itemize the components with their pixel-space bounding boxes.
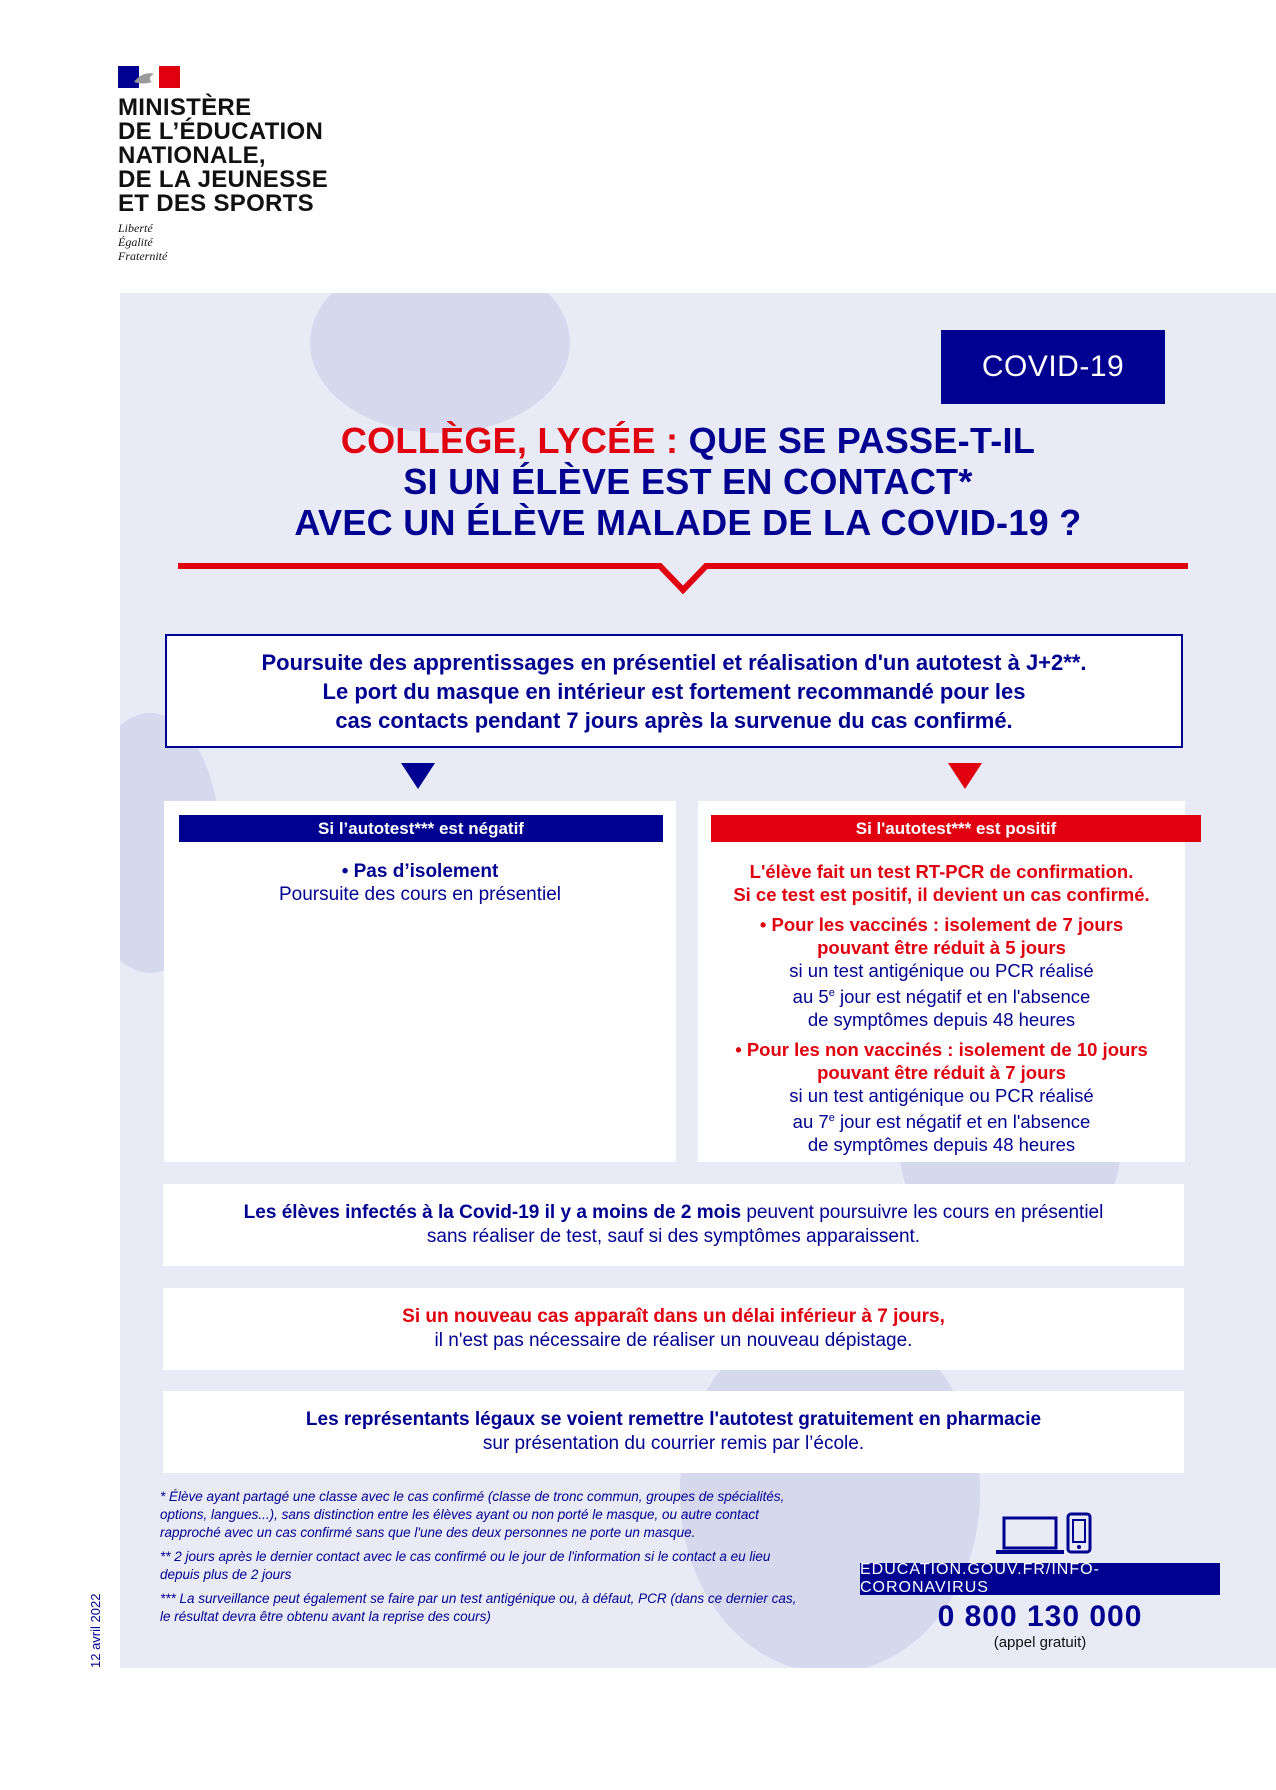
footnotes: [160, 1488, 810, 1632]
virus-decoration-icon: [310, 293, 570, 433]
smartphone-icon: [1066, 1512, 1092, 1554]
page-title: COLLÈGE, LYCÉE : QUE SE PASSE-T-IL SI UN ÉLÈVE EST EN CONTACT* AVEC UN ÉLÈVE MALADE DE LA COVID-19 ?: [294, 420, 1082, 543]
phone-number[interactable]: 0 800 130 000: [937, 1600, 1143, 1633]
negative-heading: Si l’autotest*** est négatif: [179, 815, 663, 842]
footnote-1: * Élève ayant partagé une classe avec le cas confirmé (classe de tronc commun, groupes de spécialités, options, langues...), sans distinction entre les élèves ayant ou non porté le masque, ou autre contact rapproché avec un cas confirmé sans que l'une des deux personnes ne porte un masque.: [160, 1489, 785, 1540]
ministry-name: MINISTÈRE DE L’ÉDUCATION NATIONALE, DE LA JEUNESSE ET DES SPORTS: [118, 94, 329, 217]
footnote-3: *** La surveillance peut également se faire par un test antigénique ou, à défaut, PCR (dans ce dernier cas, le résultat devra être obtenu avant la reprise des cours): [160, 1591, 797, 1624]
arrow-down-icon: [948, 763, 982, 789]
republic-motto: Liberté Égalité Fraternité: [118, 221, 168, 263]
footnote-2: ** 2 jours après le dernier contact avec le cas confirmé ou le jour de l'information si le contact a eu lieu depuis plus de 2 jours: [160, 1549, 771, 1582]
negative-result-text: • Pas d’isolement Poursuite des cours en présentiel: [279, 861, 561, 905]
covid-badge: COVID-19: [941, 330, 1165, 404]
negative-result-box: [164, 801, 676, 1162]
marianne-logo: [118, 66, 180, 88]
phone-note: (appel gratuit): [993, 1634, 1087, 1651]
publication-date: 12 avril 2022: [88, 1593, 103, 1668]
intro-box: Poursuite des apprentissages en présentiel et réalisation d'un autotest à J+2**. Le port du masque en intérieur est fortement recommandé pour les cas contacts pendant 7 jours après la survenue du cas confirmé.: [165, 634, 1183, 748]
title-underline: [178, 560, 1188, 600]
info-box-recent-infection: Les élèves infectés à la Covid-19 il y a moins de 2 mois peuvent poursuivre les cours en présentiel sans réaliser de test, sauf si des symptômes apparaissent.: [163, 1184, 1184, 1266]
info-box-new-case: Si un nouveau cas apparaît dans un délai inférieur à 7 jours, il n'est pas nécessaire de réaliser un nouveau dépistage.: [163, 1288, 1184, 1370]
info-url[interactable]: EDUCATION.GOUV.FR/INFO-CORONAVIRUS: [860, 1563, 1220, 1595]
positive-result-text: L'élève fait un test RT-PCR de confirmation. Si ce test est positif, il devient un cas confirmé. • Pour les vaccinés : isolement de 7 jours pouvant être réduit à 5 jours si un test antigénique ou PCR réalisé au 5e jour est négatif et en l'absence de symptômes depuis 48 heures • Pour les non vaccinés : isolement de 10 jours pouvant être réduit à 7 jours si un test antigénique ou PCR réalisé au 7e jour est négatif et en l'absence de symptômes depuis 48 heures: [733, 861, 1150, 1156]
info-box-pharmacy: Les représentants légaux se voient remettre l'autotest gratuitement en pharmacie sur présentation du courrier remis par l’école.: [163, 1391, 1184, 1473]
laptop-icon: [994, 1516, 1066, 1556]
arrow-down-icon: [401, 763, 435, 789]
positive-heading: Si l'autotest*** est positif: [711, 815, 1201, 842]
